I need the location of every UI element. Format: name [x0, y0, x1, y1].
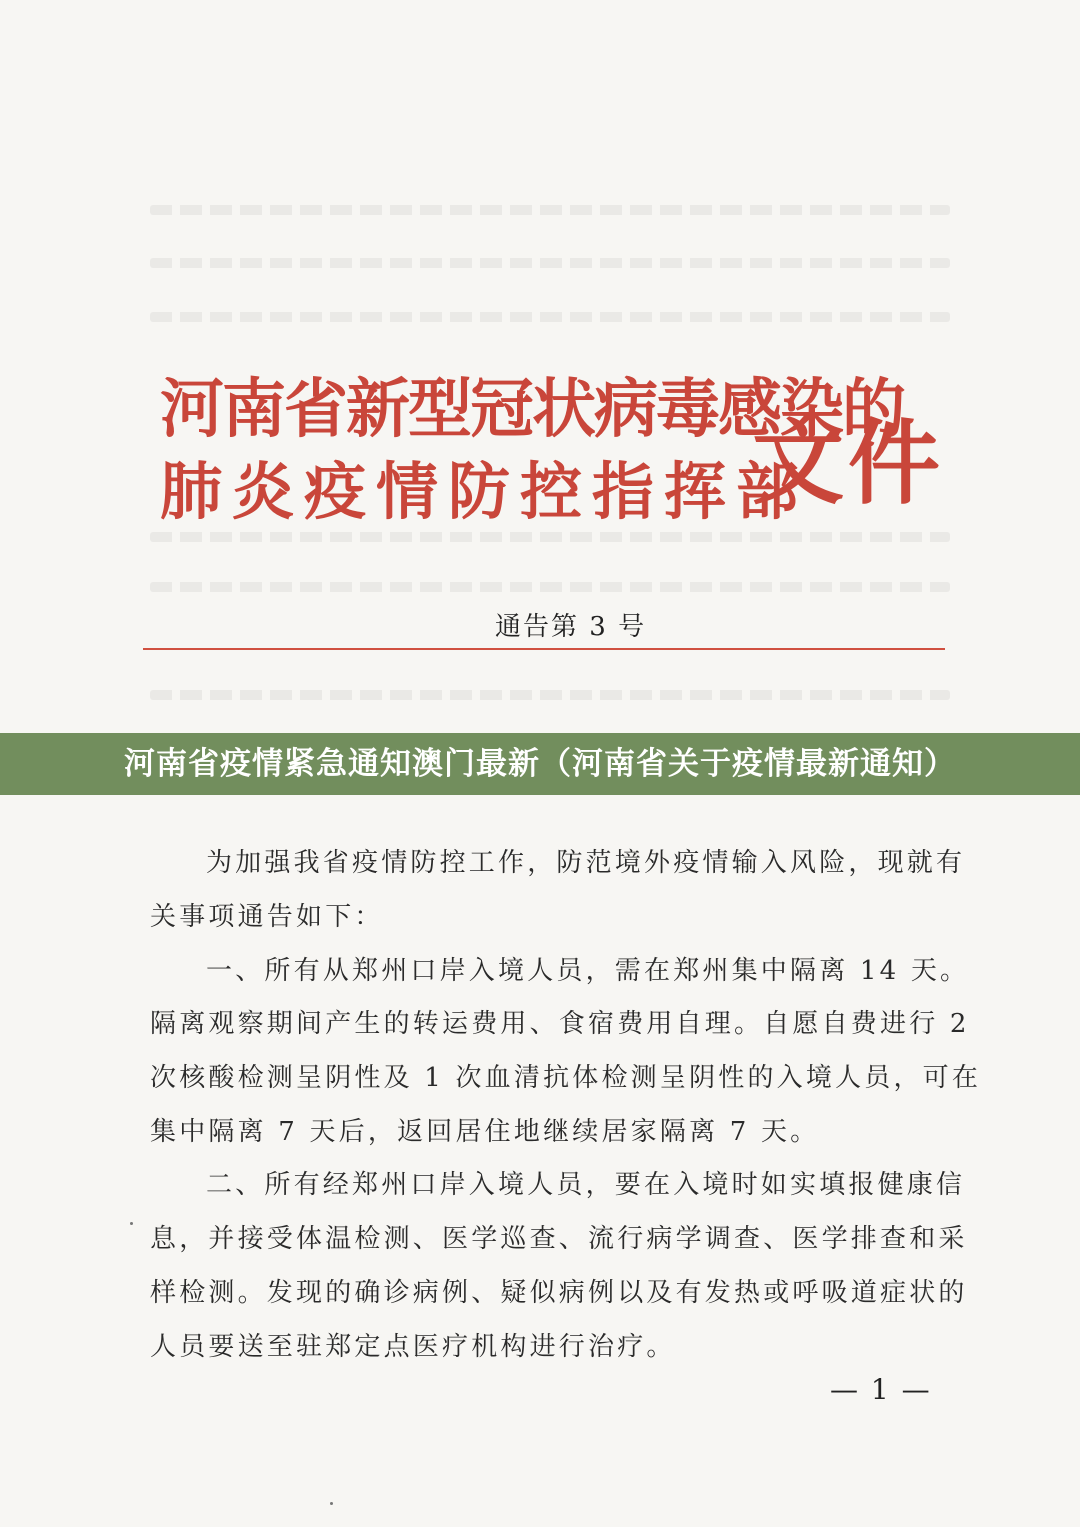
body-line: 息，并接受体温检测、医学巡查、流行病学调查、医学排查和采: [150, 1224, 968, 1254]
body-line: 一、所有从郑州口岸入境人员，需在郑州集中隔离 14 天。: [206, 956, 970, 986]
body-line: 集中隔离 7 天后，返回居住地继续居家隔离 7 天。: [150, 1117, 820, 1147]
letterhead-org-line2: 肺炎疫情防控指挥部: [160, 455, 809, 528]
letterhead-doc-type: 文件: [752, 409, 945, 517]
title-banner: [0, 733, 1080, 795]
body-line: 隔离观察期间产生的转运费用、食宿费用自理。自愿自费进行 2: [150, 1009, 970, 1039]
red-divider: [143, 648, 945, 650]
bleed-through-text: [150, 312, 950, 322]
paper-speck: [130, 1222, 133, 1225]
notice-number: 通告第 3 号: [495, 612, 647, 642]
body-line: 次核酸检测呈阴性及 1 次血清抗体检测呈阴性的入境人员，可在: [150, 1063, 982, 1093]
body-line: 为加强我省疫情防控工作，防范境外疫情输入风险，现就有: [206, 848, 966, 878]
bleed-through-text: [150, 205, 950, 215]
letterhead-org-line1: 河南省新型冠状病毒感染的: [160, 372, 904, 447]
page-number: — 1 —: [830, 1373, 932, 1406]
bleed-through-text: [150, 258, 950, 268]
paper-speck: [330, 1502, 333, 1505]
bleed-through-text: [150, 690, 950, 700]
body-line: 样检测。发现的确诊病例、疑似病例以及有发热或呼吸道症状的: [150, 1278, 968, 1308]
banner-title: 河南省疫情紧急通知澳门最新（河南省关于疫情最新通知）: [124, 746, 956, 782]
bleed-through-text: [150, 582, 950, 592]
bleed-through-text: [150, 532, 950, 542]
body-line: 人员要送至驻郑定点医疗机构进行治疗。: [150, 1332, 676, 1362]
body-line: 二、所有经郑州口岸入境人员，要在入境时如实填报健康信: [206, 1170, 966, 1200]
body-line: 关事项通告如下：: [150, 902, 384, 932]
